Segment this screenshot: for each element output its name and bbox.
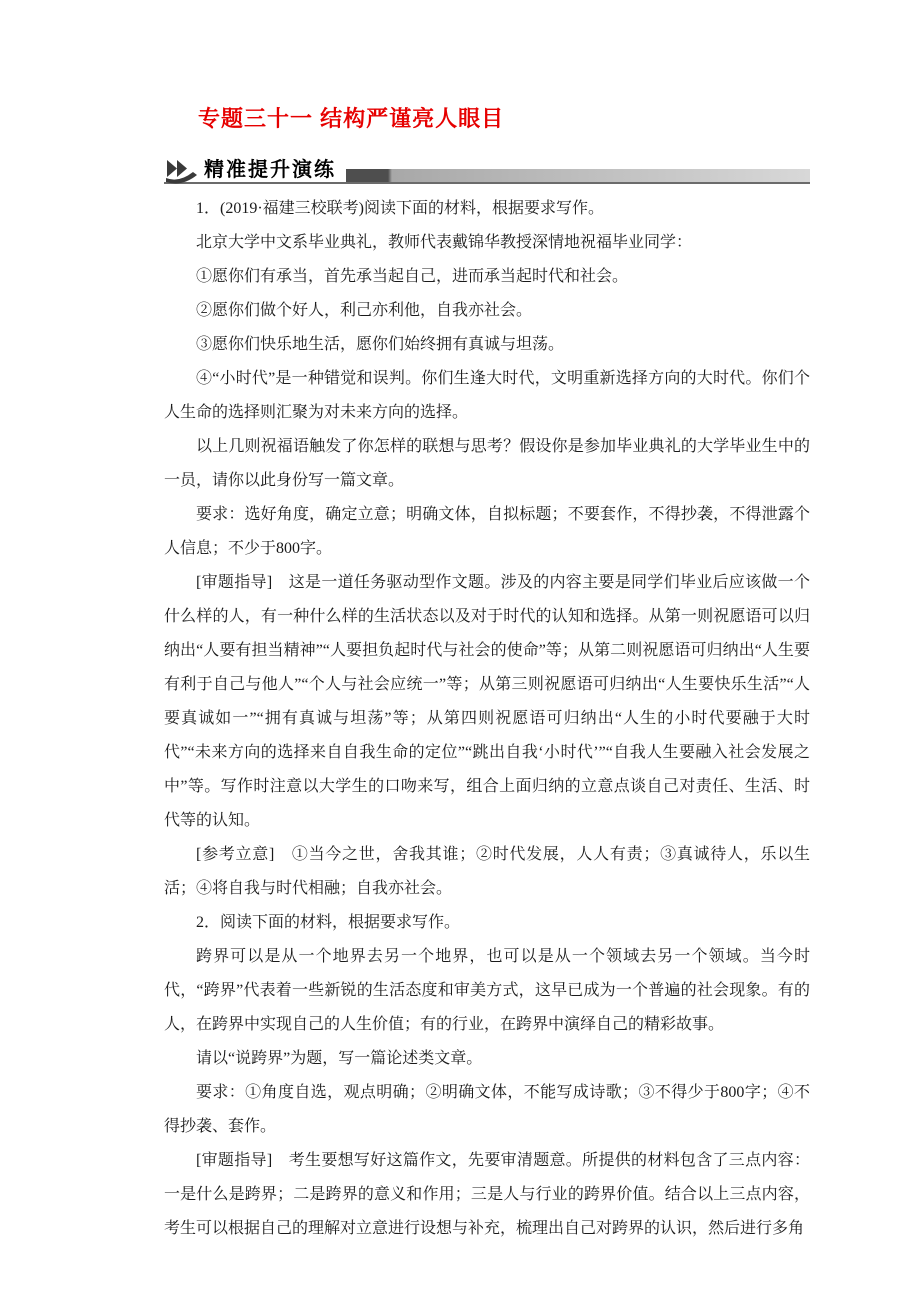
- paragraph: [审题指导] 这是一道任务驱动型作文题。涉及的内容主要是同学们毕业后应该做一个什么样的人，有一种什么样的生活状态以及对于时代的认知和选择。从第一则祝愿语可以归纳出“人要有担当精神”“人要担负起时代与社会的使命”等；从第二则祝愿语可归纳出“人生要有利于自己与他人”“个人与社会应统一”等；从第三则祝愿语可归纳出“人生要快乐生活”“人要真诚如一”“拥有真诚与坦荡”等；从第四则祝愿语可归纳出“人生的小时代要融于大时代”“未来方向的选择来自自我生命的定位”“跳出自我‘小时代’”“自我人生要融入社会发展之中”等。写作时注意以大学生的口吻来写，组合上面归纳的立意点谈自己对责任、生活、时代等的认知。: [164, 574, 810, 829]
- paragraph: 请以“说跨界”为题，写一篇论述类文章。: [196, 1050, 483, 1067]
- paragraph: 要求：选好角度，确定立意；明确文体，自拟标题；不要套作，不得抄袭，不得泄露个人信息；不少于800字。: [164, 506, 810, 557]
- paragraph: 跨界可以是从一个地界去另一个地界，也可以是从一个领域去另一个领域。当今时代，“跨界”代表着一些新锐的生活态度和审美方式，这早已成为一个普遍的社会现象。有的人，在跨界中实现自己的人生价值；有的行业，在跨界中演绎自己的精彩故事。: [164, 948, 810, 1033]
- paragraph: 要求：①角度自选，观点明确；②明确文体，不能写成诗歌；③不得少于800字；④不得抄袭、套作。: [164, 1084, 810, 1135]
- paragraph: [审题指导] 考生要想写好这篇作文，先要审清题意。所提供的材料包含了三点内容：一是什么是跨界；二是跨界的意义和作用；三是人与行业的跨界价值。结合以上三点内容，考生可以根据自己的理解对立意进行设想与补充，梳理出自己对跨界的认识，然后进行多角: [164, 1152, 810, 1237]
- page-title: 专题三十一 结构严谨亮人眼目: [198, 106, 505, 131]
- paragraph: ②愿你们做个好人，利己亦利他，自我亦社会。: [196, 302, 533, 319]
- paragraph: ①愿你们有承当，首先承当起自己，进而承当起时代和社会。: [196, 268, 629, 285]
- document-body: [164, 192, 810, 1246]
- banner-icon: [164, 158, 198, 185]
- paragraph: 北京大学中文系毕业典礼，教师代表戴锦华教授深情地祝福毕业同学：: [196, 234, 693, 251]
- paragraph: 1．(2019·福建三校联考)阅读下面的材料，根据要求写作。: [196, 200, 604, 217]
- paragraph: 以上几则祝福语触发了你怎样的联想与思考？假设你是参加毕业典礼的大学毕业生中的一员，请你以此身份写一篇文章。: [164, 438, 810, 489]
- section-banner: [164, 150, 810, 184]
- paragraph: 2．阅读下面的材料，根据要求写作。: [196, 914, 461, 931]
- banner-bar: [346, 169, 810, 182]
- paragraph: [参考立意] ①当今之世，舍我其谁；②时代发展，人人有责；③真诚待人，乐以生活；④将自我与时代相融；自我亦社会。: [164, 846, 810, 897]
- paragraph: ④“小时代”是一种错觉和误判。你们生逢大时代，文明重新选择方向的大时代。你们个人生命的选择则汇聚为对未来方向的选择。: [164, 370, 810, 421]
- section-header: 精准提升演练: [204, 159, 336, 181]
- paragraph: ③愿你们快乐地生活，愿你们始终拥有真诚与坦荡。: [196, 336, 565, 353]
